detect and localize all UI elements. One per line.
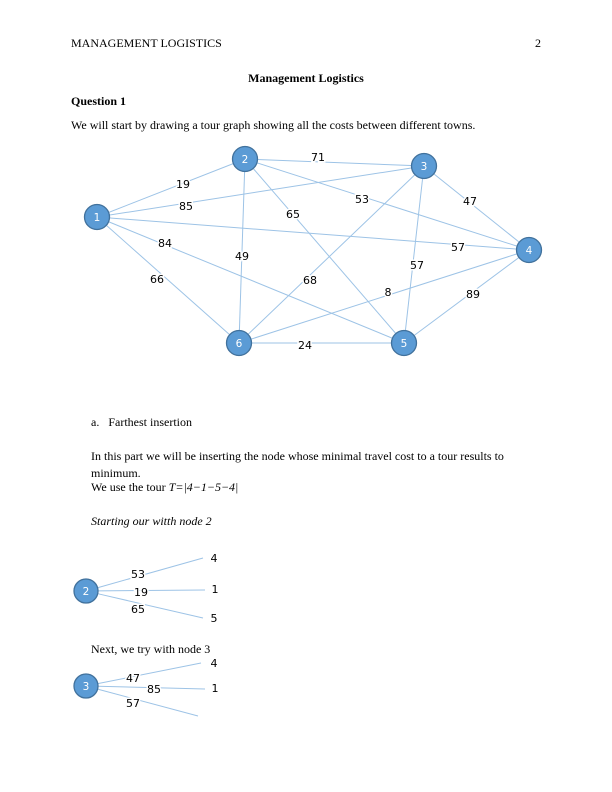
graph-node-label: 2 — [241, 154, 249, 166]
insertion-paragraph: In this part we will be inserting the node whose minimal travel cost to a tour results to minimum. — [91, 449, 504, 480]
graph-edge-line — [97, 217, 404, 343]
tour-math: T=|4−1−5−4| — [168, 480, 239, 494]
list-marker: a. — [91, 415, 100, 429]
next-line: Next, we try with node 3 — [91, 642, 211, 656]
insertion-target-label: 4 — [210, 657, 218, 670]
intro-paragraph: We will start by drawing a tour graph showing all the costs between different towns. — [71, 118, 476, 132]
insertion-diagram-node3 — [0, 650, 612, 730]
insertion-edge-line — [98, 590, 205, 591]
edge-cost-label: 84 — [158, 237, 172, 250]
insertion-cost-label: 85 — [147, 683, 161, 696]
edge-cost-label: 85 — [179, 200, 193, 213]
tour-line — [91, 481, 238, 495]
graph-edge-line — [97, 159, 245, 217]
edge-cost-label: 24 — [298, 339, 312, 352]
tour-prefix: We use the tour — [91, 480, 169, 494]
question-heading: Question 1 — [71, 94, 127, 108]
insertion-cost-label: 65 — [131, 603, 145, 616]
graph-node-label: 3 — [420, 161, 428, 173]
insertion-cost-label: 53 — [131, 568, 145, 581]
edge-cost-label: 8 — [384, 286, 392, 299]
insertion-edge-line — [98, 594, 203, 618]
edge-cost-label: 65 — [286, 208, 300, 221]
graph-edge-line — [245, 159, 529, 250]
graph-node-label: 1 — [93, 212, 101, 224]
list-label: Farthest insertion — [108, 415, 192, 429]
edge-cost-label: 66 — [150, 273, 164, 286]
insertion-target-label: 1 — [211, 682, 219, 695]
list-item-a — [91, 416, 192, 430]
edge-cost-label: 57 — [410, 259, 424, 272]
document-title: Management Logistics — [248, 71, 364, 85]
edge-cost-label: 53 — [355, 193, 369, 206]
starting-line: Starting our witth node 2 — [91, 514, 212, 528]
graph-node-label: 4 — [525, 245, 533, 257]
graph-edge-line — [97, 166, 424, 217]
edge-cost-label: 57 — [451, 241, 465, 254]
insertion-edge-line — [98, 558, 203, 588]
insertion-cost-label: 19 — [134, 586, 148, 599]
edge-cost-label: 47 — [463, 195, 477, 208]
insertion-diagram-node2 — [0, 540, 612, 640]
insertion-target-label: 5 — [210, 612, 218, 625]
edge-cost-label: 49 — [235, 250, 249, 263]
graph-edge-line — [97, 217, 239, 343]
insertion-cost-label: 57 — [126, 697, 140, 710]
graph-edge-line — [424, 166, 529, 250]
running-head: MANAGEMENT LOGISTICS — [71, 36, 222, 50]
insertion-target-label: 4 — [210, 552, 218, 565]
graph-edge-line — [245, 159, 424, 166]
page-number: 2 — [535, 36, 541, 50]
page-header — [71, 37, 541, 51]
graph-node-label: 5 — [400, 338, 408, 350]
graph-edge-line — [404, 166, 424, 343]
tour-graph — [0, 140, 612, 375]
insertion-cost-label: 47 — [126, 672, 140, 685]
insertion-edge-line — [98, 663, 201, 684]
edge-cost-label: 89 — [466, 288, 480, 301]
edge-cost-label: 71 — [311, 151, 325, 164]
insertion-target-label: 1 — [211, 583, 219, 596]
edge-cost-label: 68 — [303, 274, 317, 287]
edge-cost-label: 19 — [176, 178, 190, 191]
graph-edge-line — [239, 166, 424, 343]
graph-node-label: 6 — [235, 338, 243, 350]
insertion-node-label: 2 — [82, 586, 90, 598]
insertion-node-label: 3 — [82, 681, 90, 693]
